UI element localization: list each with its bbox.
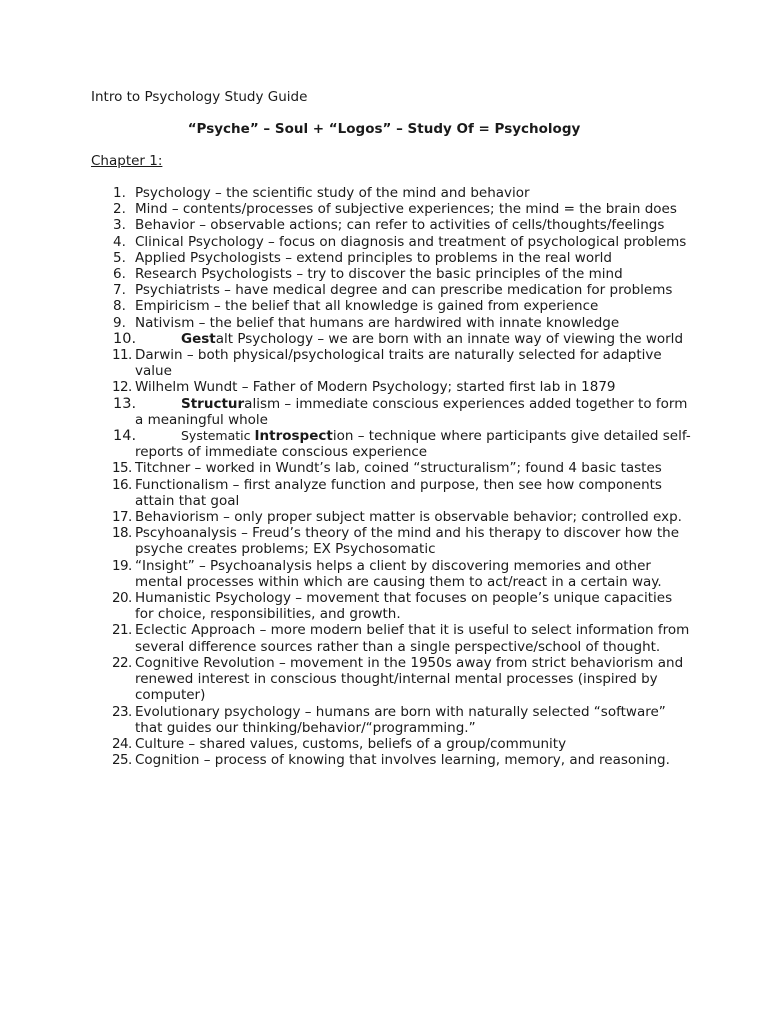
item-text: Cognitive Revolution – movement in the 1950s away from strict behaviorism and renewed interest in conscious thought/internal mental processes (inspired by computer): [135, 654, 684, 704]
item-number: 20.: [112, 590, 132, 607]
item-text: Research Psychologists – try to discover the basic principles of the mind: [135, 266, 623, 283]
item-text: Pscyhoanalysis – Freud’s theory of the mind and his therapy to discover how the psyche creates problems; EX Psychosomatic: [135, 525, 680, 558]
item-text-lead: Systematic: [181, 428, 255, 444]
list-item: [91, 509, 691, 525]
list-item: [91, 428, 691, 460]
item-text: “Insight” – Psychoanalysis helps a client by discovering memories and other mental processes within which are causing them to act/react in a certain way.: [135, 557, 662, 590]
list-item: [91, 752, 691, 768]
item-text: [135, 396, 691, 428]
item-text: Eclectic Approach – more modern belief that it is useful to select information from several difference sources rather than a single perspective/school of thought.: [135, 622, 690, 655]
item-number: 10.: [113, 330, 137, 347]
item-number: 22.: [112, 654, 132, 671]
list-item: [91, 460, 691, 476]
item-number: 9.: [113, 314, 126, 331]
item-text-rest: ion – technique where participants give detailed self-reports of immediate conscious experience: [135, 428, 691, 461]
item-number: 5.: [113, 249, 126, 266]
item-text: Humanistic Psychology – movement that focuses on people’s unique capacities for choice, responsibilities, and growth.: [135, 590, 673, 623]
document-heading: “Psyche” – Soul + “Logos” – Study Of = Psychology: [187, 121, 581, 137]
item-text: Behavior – observable actions; can refer to activities of cells/thoughts/feelings: [135, 217, 665, 234]
list-item: [91, 234, 691, 250]
item-number: 14.: [113, 428, 137, 445]
item-text: [135, 428, 691, 460]
item-text: Applied Psychologists – extend principles to problems in the real world: [135, 249, 612, 266]
list-item: [91, 558, 691, 590]
item-text: Psychiatrists – have medical degree and can prescribe medication for problems: [135, 282, 673, 299]
bold-fragment: Gest: [181, 330, 216, 347]
item-text: Nativism – the belief that humans are hardwired with innate knowledge: [135, 314, 620, 331]
item-number: 18.: [112, 525, 132, 542]
item-number: 15.: [112, 460, 132, 477]
list-item: [91, 217, 691, 233]
terms-list: [91, 185, 691, 768]
item-number: 23.: [112, 703, 132, 720]
item-number: 17.: [112, 509, 132, 526]
item-number: 25.: [112, 752, 132, 769]
list-item: [91, 315, 691, 331]
document-title: Intro to Psychology Study Guide: [91, 89, 308, 105]
item-text: Mind – contents/processes of subjective experiences; the mind = the brain does: [135, 201, 677, 218]
list-item: [91, 590, 691, 622]
item-number: 7.: [113, 282, 126, 299]
item-text: Behaviorism – only proper subject matter is observable behavior; controlled exp.: [135, 509, 682, 526]
list-item: [91, 622, 691, 654]
list-item: [91, 477, 691, 509]
item-text: Psychology – the scientific study of the mind and behavior: [135, 185, 530, 201]
list-item: [91, 396, 691, 428]
item-number: 24.: [112, 735, 132, 752]
item-number: 11.: [112, 347, 132, 364]
item-text: Evolutionary psychology – humans are born with naturally selected “software” that guides our thinking/behavior/“programming.”: [135, 703, 666, 736]
list-item: [91, 525, 691, 557]
item-number: 16.: [112, 476, 132, 493]
item-number: 21.: [112, 622, 132, 639]
item-number: 19.: [112, 557, 132, 574]
item-number: 13.: [113, 395, 137, 412]
item-text: Darwin – both physical/psychological traits are naturally selected for adaptive value: [135, 347, 662, 380]
item-text: Titchner – worked in Wundt’s lab, coined “structuralism”; found 4 basic tastes: [135, 460, 662, 477]
bold-fragment: Introspect: [254, 428, 333, 445]
item-text: Culture – shared values, customs, beliefs of a group/community: [135, 735, 567, 752]
list-item: [91, 185, 691, 201]
item-number: 2.: [113, 201, 126, 218]
list-item: [91, 347, 691, 379]
item-text: Clinical Psychology – focus on diagnosis and treatment of psychological problems: [135, 233, 687, 250]
item-text: [135, 331, 691, 347]
item-text-rest: alism – immediate conscious experiences added together to form a meaningful whole: [135, 395, 688, 428]
list-item: [91, 250, 691, 266]
item-number: 4.: [113, 233, 126, 250]
list-item: [91, 655, 691, 704]
item-text: Wilhelm Wundt – Father of Modern Psychology; started first lab in 1879: [135, 379, 616, 396]
list-item: [91, 379, 691, 395]
item-text: Cognition – process of knowing that involves learning, memory, and reasoning.: [135, 752, 670, 769]
list-item: [91, 736, 691, 752]
item-text: Empiricism – the belief that all knowledge is gained from experience: [135, 298, 599, 315]
item-number: 6.: [113, 266, 126, 283]
chapter-label: Chapter 1:: [91, 153, 163, 169]
item-number: 12.: [112, 379, 132, 396]
list-item: [91, 282, 691, 298]
list-item: [91, 331, 691, 347]
bold-fragment: Structur: [181, 395, 245, 412]
item-text-rest: alt Psychology – we are born with an innate way of viewing the world: [215, 330, 684, 347]
list-item: [91, 704, 691, 736]
item-text: Functionalism – first analyze function and purpose, then see how components attain that goal: [135, 476, 662, 509]
list-item: [91, 201, 691, 217]
list-item: [91, 298, 691, 314]
item-number: 3.: [113, 217, 126, 234]
item-number: 1.: [113, 185, 126, 201]
list-item: [91, 266, 691, 282]
item-number: 8.: [113, 298, 126, 315]
